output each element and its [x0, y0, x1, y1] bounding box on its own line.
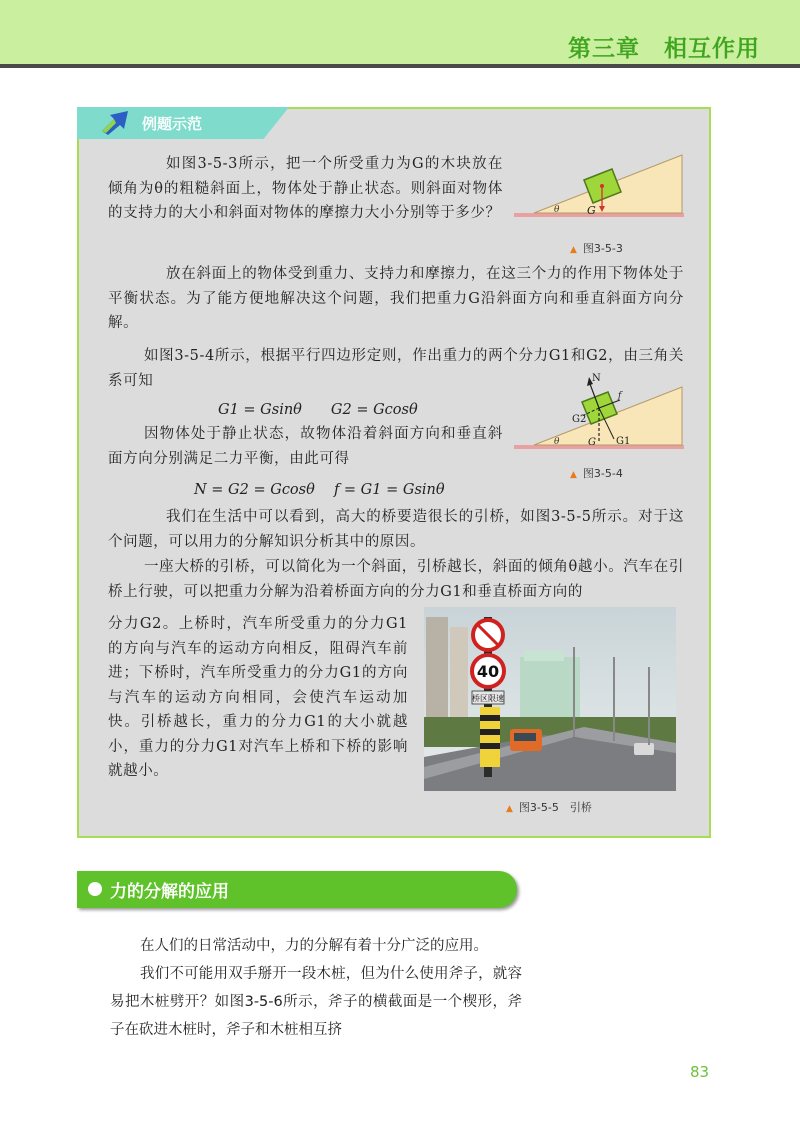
section-paragraph-2: 我们不可能用双手掰开一段木桩，但为什么使用斧子，就容易把木桩劈开？如图3-5-6所示，斧子的横截面是一个楔形，斧子在砍进木桩时，斧子和木桩相互挤: [110, 966, 522, 1038]
section-title: 力的分解的应用: [110, 882, 229, 902]
figure-3-5-4: [514, 372, 684, 460]
problem-text: 如图3-5-3所示，把一个所受重力为G的木块放在倾角为θ的粗糙斜面上，物体处于静止状态。则斜面对物体的支持力的大小和斜面对物体的摩擦力大小分别等于多少？: [108, 156, 503, 221]
solution-paragraph-2: 如图3-5-4所示，根据平行四边形定则，作出重力的两个分力G1和G2，由三角关系可知: [108, 348, 684, 389]
fig2-caption-text: 图3-5-4: [582, 467, 623, 480]
fig1-caption-text: 图3-5-3: [582, 242, 623, 255]
fig2-g1-label: G1: [616, 436, 631, 447]
bridge-paragraph-1: 我们在生活中可以看到，高大的桥要造很长的引桥，如图3-5-5所示。对于这个问题，可以用力的分解知识分析其中的原因。: [108, 509, 684, 550]
bridge-photo: [424, 607, 676, 791]
bridge-paragraph-2: 一座大桥的引桥，可以简化为一个斜面，引桥越长，斜面的倾角θ越小。汽车在引桥上行驶，可以把重力分解为沿着桥面方向的分力G1和垂直桥面方向的: [108, 559, 684, 600]
fig2-theta-label: θ: [554, 437, 560, 447]
arrow-logo-icon: [100, 109, 134, 135]
header-rule: [0, 64, 800, 68]
page-number: 83: [690, 1063, 710, 1081]
solution-paragraph-1: 放在斜面上的物体受到重力、支持力和摩擦力，在这三个力的作用下物体处于平衡状态。为了能方便地解决这个问题，我们把重力G沿斜面方向和垂直斜面方向分解。: [108, 266, 684, 331]
figure-3-5-3: [514, 150, 684, 228]
fig2-g-label: G: [588, 437, 596, 448]
formula-g1-g2: G1 = Gsinθ G2 = Gcosθ: [218, 402, 418, 418]
speed-limit-label: 40: [476, 662, 500, 681]
fig1-g-label: G: [587, 204, 596, 217]
triangle-icon: ▲: [570, 470, 577, 480]
fig1-theta-label: θ: [554, 205, 560, 215]
formula-n-f: N = G2 = Gcosθ f = G1 = Gsinθ: [194, 482, 445, 498]
section-paragraph-1: 在人们的日常活动中，力的分解有着十分广泛的应用。: [140, 938, 488, 954]
bridge-zone-sign-label: 桥区限速: [472, 694, 504, 703]
fig3-caption-text: 图3-5-5 引桥: [518, 801, 592, 814]
fig2-f-label: f: [618, 391, 622, 401]
example-tab-label: 例题示范: [142, 115, 203, 133]
bullet-dot-icon: [88, 882, 102, 896]
solution-paragraph-3: 因物体处于静止状态，故物体沿着斜面方向和垂直斜面方向分别满足二力平衡，由此可得: [108, 426, 503, 467]
triangle-icon: ▲: [506, 804, 513, 814]
fig2-g2-label: G2: [572, 414, 587, 425]
fig2-caption: [570, 465, 623, 481]
fig3-caption: [506, 799, 592, 815]
chapter-title: 第三章 相互作用: [568, 36, 760, 62]
triangle-icon: ▲: [570, 245, 577, 255]
fig1-caption: [570, 240, 623, 256]
fig2-n-label: N: [592, 373, 601, 384]
bridge-paragraph-3: 分力G2。上桥时，汽车所受重力的分力G1的方向与汽车的运动方向相反，阻碍汽车前进；下桥时，汽车所受重力的分力G1的方向与汽车的运动方向相同，会使汽车运动加快。引桥越长，重力的分力G1的大小就越小，重力的分力G1对汽车上桥和下桥的影响就越小。: [108, 616, 408, 779]
